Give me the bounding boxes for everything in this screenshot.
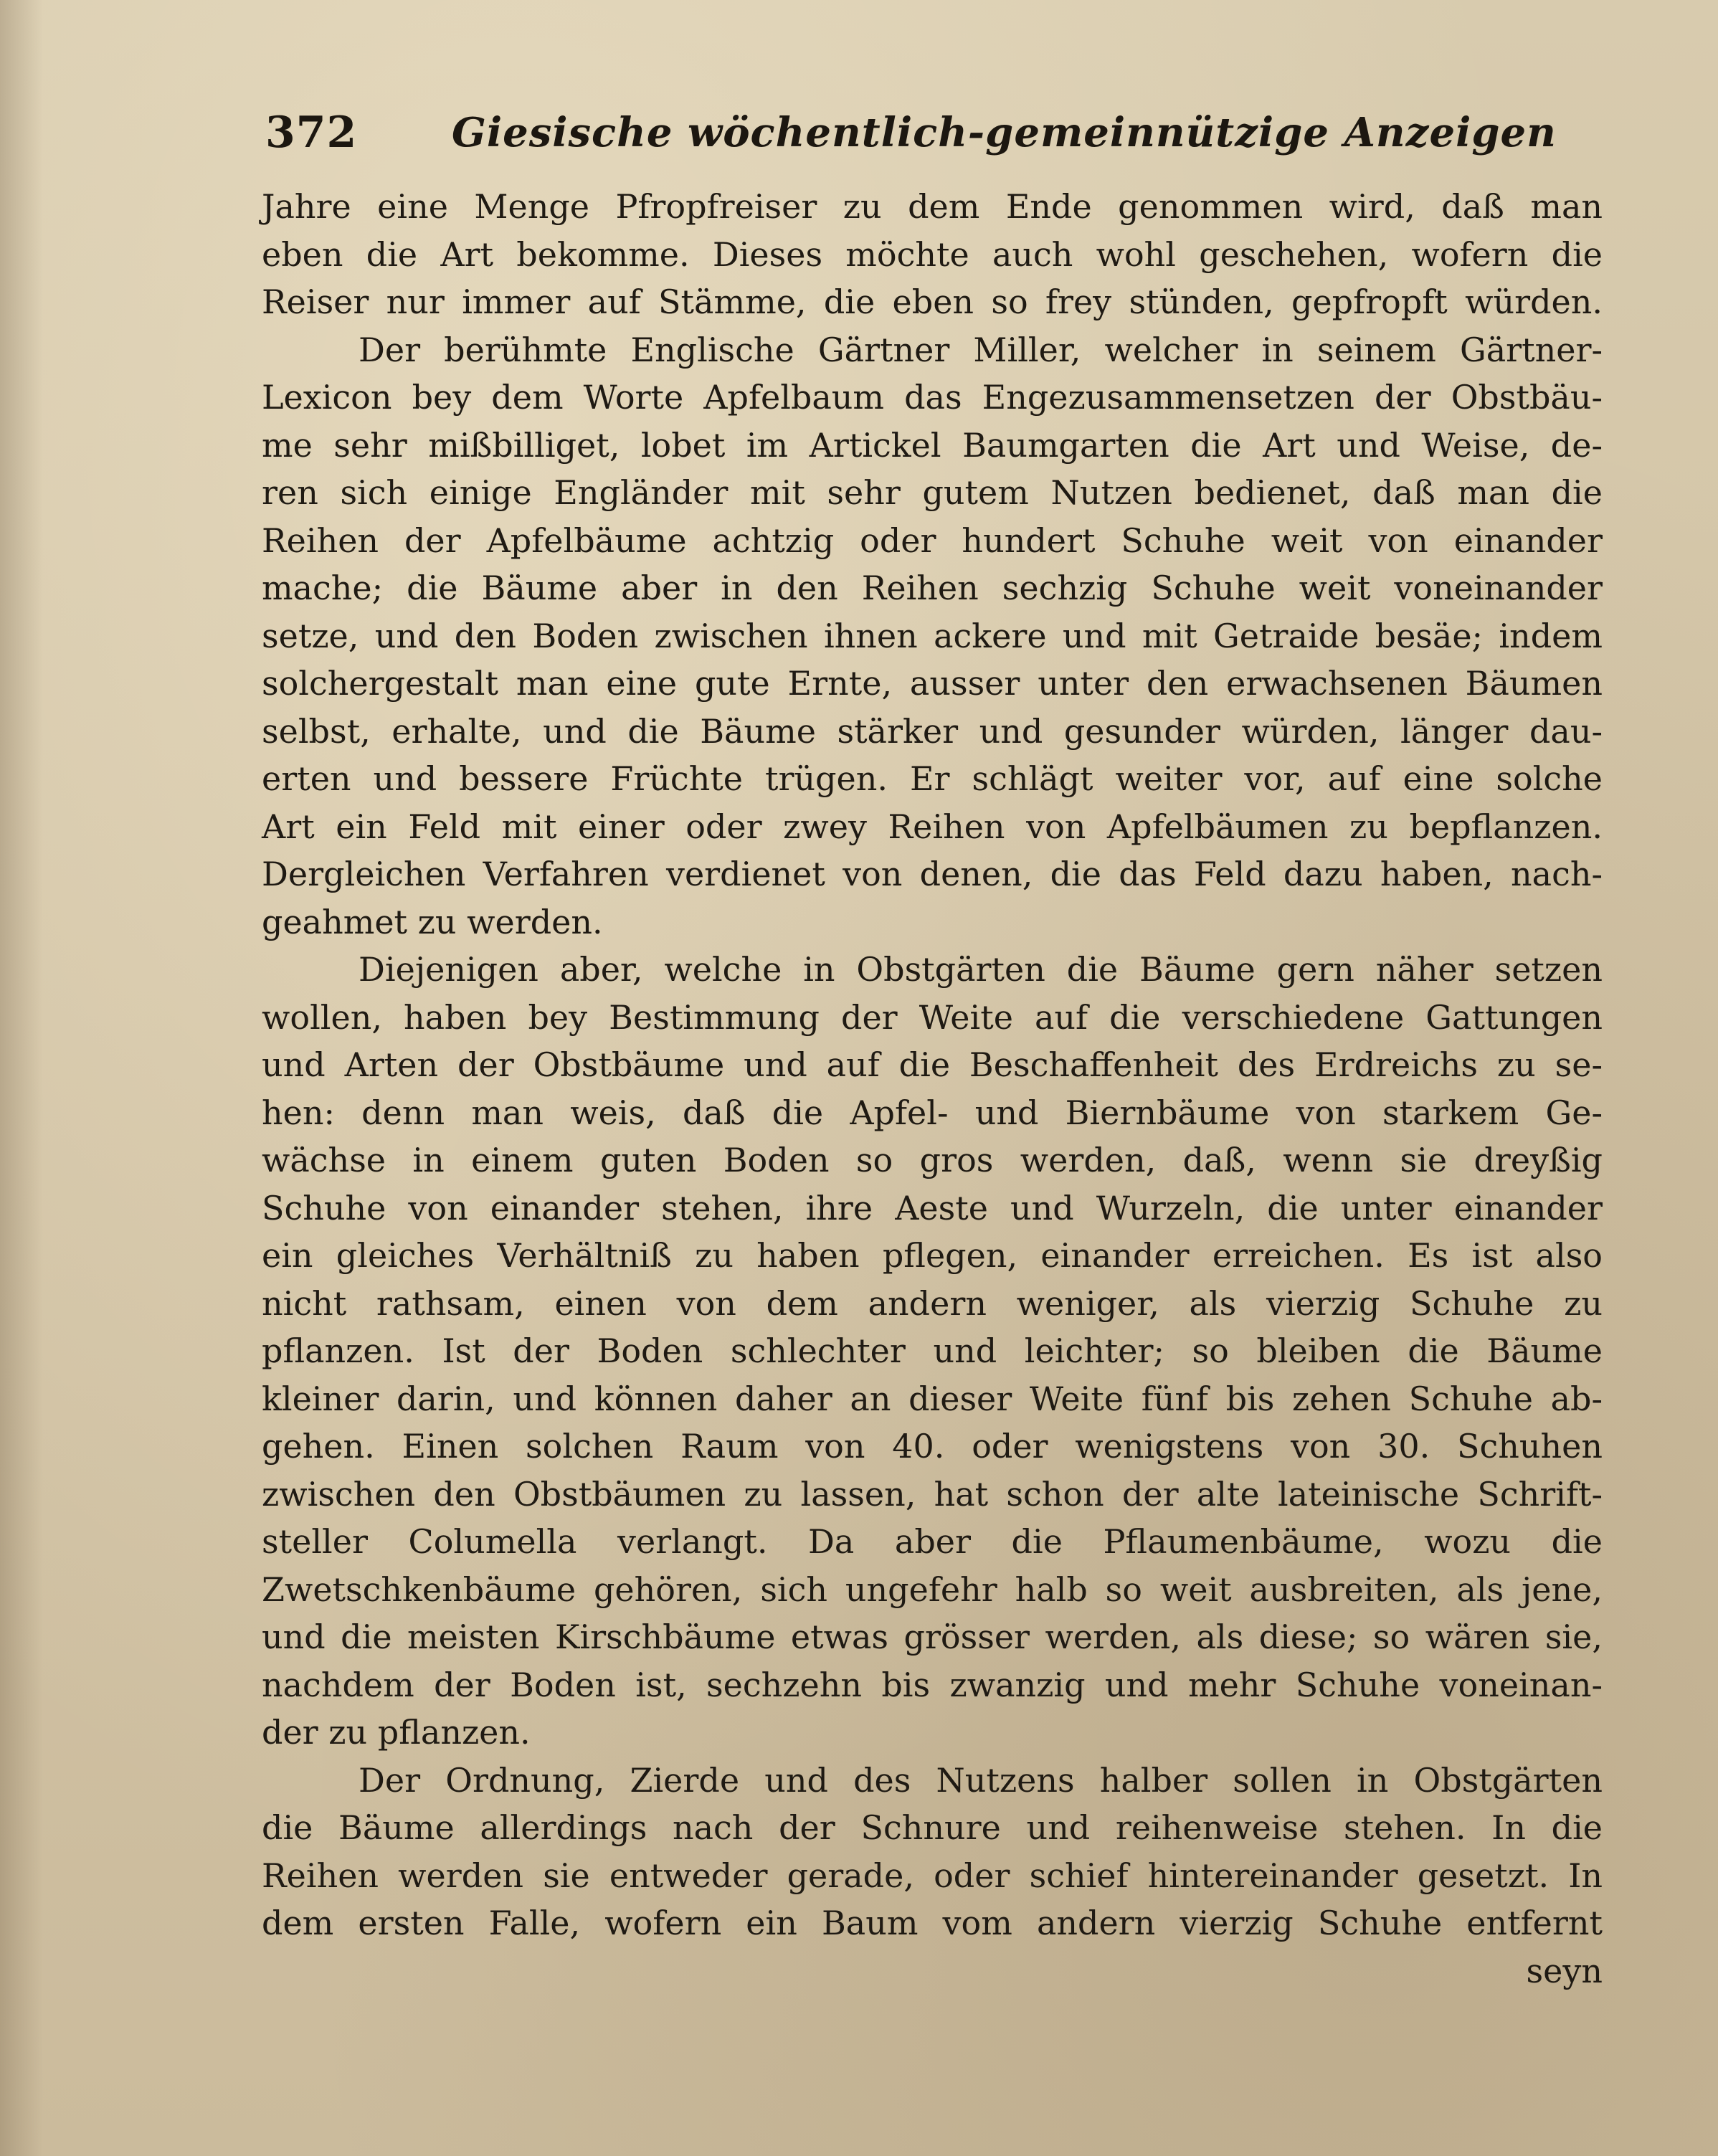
text-line: eben die Art bekomme. Dieses möchte auch wohl geschehen, wofern die [262, 234, 1603, 274]
text-line: Reiser nur immer auf Stämme, die eben so frey stünden, gepfropft würden. [262, 282, 1603, 321]
text-line: pflanzen. Ist der Boden schlechter und leichter; so bleiben die Bäume [262, 1331, 1603, 1370]
text-line: dem ersten Falle, wofern ein Baum vom andern vierzig Schuhe entfernt [262, 1904, 1603, 1942]
text-line: und Arten der Obstbäume und auf die Beschaffenheit des Erdreichs zu se- [262, 1045, 1603, 1084]
text-line: Diejenigen aber, welche in Obstgärten die Bäume gern näher setzen [359, 950, 1603, 989]
text-line: gehen. Einen solchen Raum von 40. oder wenigstens von 30. Schuhen [262, 1427, 1603, 1466]
page-edge-shadow [0, 0, 43, 2156]
text-line: Dergleichen Verfahren verdienet von denen, die das Feld dazu haben, nach- [262, 855, 1603, 893]
page-header [265, 108, 1557, 172]
text-line: der zu pflanzen. [262, 1713, 531, 1752]
text-line: die Bäume allerdings nach der Schnure und reihenweise stehen. In die [262, 1808, 1603, 1847]
text-line: Der Ordnung, Zierde und des Nutzens halber sollen in Obstgärten [359, 1760, 1603, 1800]
text-line: ein gleiches Verhältniß zu haben pflegen, einander erreichen. Es ist also [262, 1236, 1603, 1275]
running-title: Giesische wöchentlich-gemeinnützige Anzeigen [452, 109, 1557, 156]
text-line: ren sich einige Engländer mit sehr gutem Nutzen bedienet, daß man die [262, 473, 1603, 512]
text-line: und die meisten Kirschbäume etwas grösser werden, als diese; so wären sie, [262, 1618, 1603, 1656]
text-line: nachdem der Boden ist, sechzehn bis zwanzig und mehr Schuhe voneinan- [262, 1665, 1603, 1704]
text-line: erten und bessere Früchte trügen. Er schlägt weiter vor, auf eine solche [262, 759, 1603, 798]
text-line: Schuhe von einander stehen, ihre Aeste und Wurzeln, die unter einander [262, 1188, 1603, 1227]
text-line: kleiner darin, und können daher an dieser Weite fünf bis zehen Schuhe ab- [262, 1379, 1603, 1418]
text-line: mache; die Bäume aber in den Reihen sechzig Schuhe weit voneinander [262, 569, 1603, 607]
text-line: Lexicon bey dem Worte Apfelbaum das Engezusammensetzen der Obstbäu- [262, 378, 1603, 417]
text-line: solchergestalt man eine gute Ernte, ausser unter den erwachsenen Bäumen [262, 664, 1603, 703]
text-line: Der berühmte Englische Gärtner Miller, welcher in seinem Gärtner- [359, 330, 1603, 369]
text-line: seyn [1526, 1951, 1603, 1990]
text-line: Reihen werden sie entweder gerade, oder schief hintereinander gesetzt. In [262, 1856, 1603, 1895]
text-line: wächse in einem guten Boden so gros werden, daß, wenn sie dreyßig [262, 1141, 1603, 1179]
text-line: geahmet zu werden. [262, 902, 603, 941]
text-line: hen: denn man weis, daß die Apfel- und Biernbäume von starkem Ge- [262, 1093, 1603, 1132]
text-line: zwischen den Obstbäumen zu lassen, hat schon der alte lateinische Schrift- [262, 1474, 1603, 1514]
text-line: setze, und den Boden zwischen ihnen ackere und mit Getraide besäe; indem [262, 616, 1603, 655]
text-line: Zwetschkenbäume gehören, sich ungefehr halb so weit ausbreiten, als jene, [262, 1569, 1603, 1609]
text-line: steller Columella verlangt. Da aber die Pflaumenbäume, wozu die [262, 1522, 1603, 1561]
text-line: wollen, haben bey Bestimmung der Weite auf die verschiedene Gattungen [262, 997, 1603, 1037]
text-line: selbst, erhalte, und die Bäume stärker und gesunder würden, länger dau- [262, 711, 1603, 751]
page-number: 372 [265, 108, 358, 158]
body-text [262, 183, 1603, 1995]
text-line: nicht rathsam, einen von dem andern weniger, als vierzig Schuhe zu [262, 1283, 1603, 1323]
text-line: Art ein Feld mit einer oder zwey Reihen von Apfelbäumen zu bepflanzen. [262, 807, 1603, 846]
text-line: Jahre eine Menge Pfropfreiser zu dem Ende genommen wird, daß man [262, 187, 1603, 226]
text-line: me sehr mißbilliget, lobet im Artickel Baumgarten die Art und Weise, de- [262, 425, 1603, 465]
text-line: Reihen der Apfelbäume achtzig oder hundert Schuhe weit von einander [262, 521, 1603, 560]
